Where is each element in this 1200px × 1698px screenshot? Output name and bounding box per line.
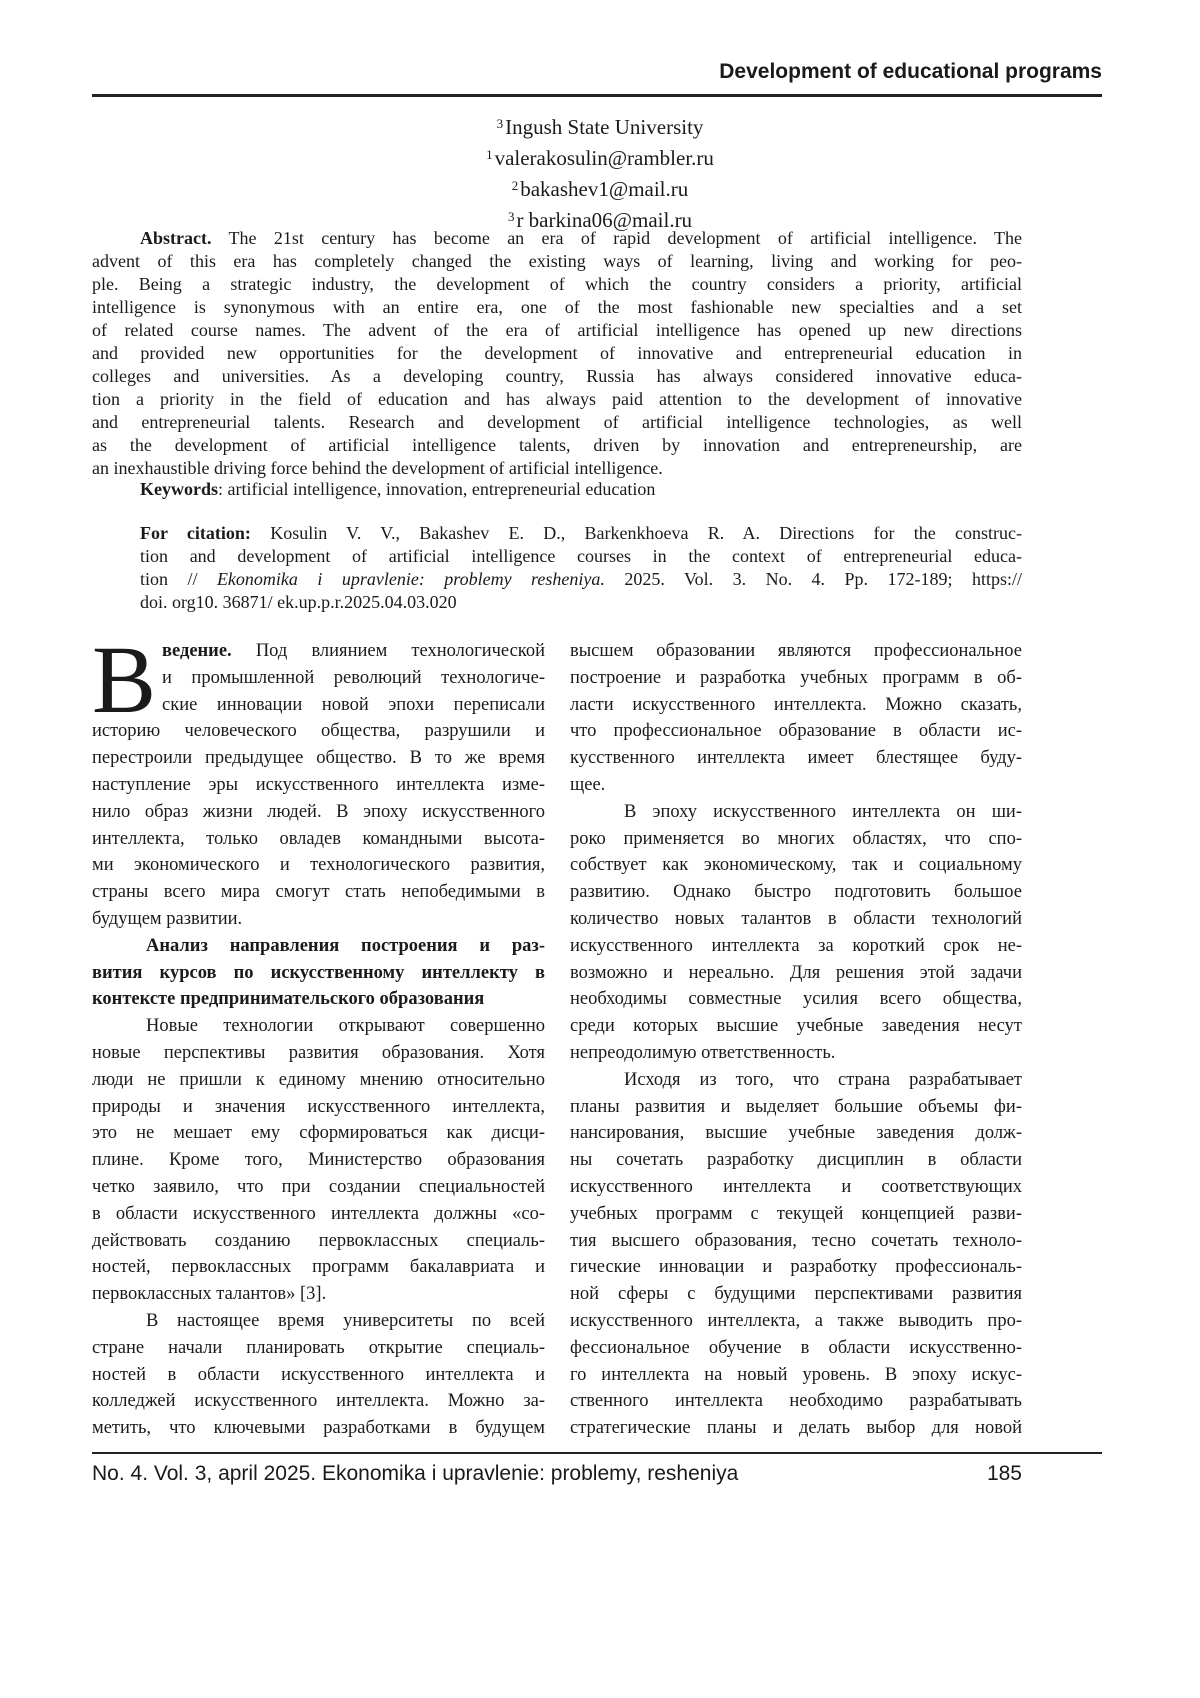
body-text: искусственного интеллекта за короткий срок не- — [570, 936, 1022, 956]
body-text: непреодолимую ответственность. — [570, 1043, 835, 1063]
body-text: стратегические планы и делать выбор для новой — [570, 1418, 1022, 1438]
body-line — [92, 1388, 545, 1415]
body-text: действовать созданию первоклассных специаль- — [92, 1231, 545, 1251]
body-line — [92, 1174, 545, 1201]
body-text: щее. — [570, 775, 605, 795]
body-line — [570, 1281, 1022, 1308]
body-text: что профессиональное образование в области ис- — [570, 721, 1022, 741]
body-text: ной сферы с будущими перспективами развития — [570, 1284, 1022, 1304]
body-text: ны сочетать разработку дисциплин в области — [570, 1150, 1022, 1170]
body-line — [92, 745, 545, 772]
abstract — [92, 227, 1022, 480]
body-text: и промышленной революций технологиче- — [162, 668, 545, 688]
body-text: перестроили предыдущее общество. В то же время — [92, 748, 545, 768]
body-text: ностей в области искусственного интеллекта и — [92, 1365, 545, 1385]
page-number: 185 — [987, 1462, 1022, 1486]
body-text: контексте предпринимательского образования — [92, 989, 484, 1009]
body-line — [92, 1228, 545, 1255]
body-text: ми экономического и технологического развития, — [92, 855, 545, 875]
body-text: новые перспективы развития образования. Хотя — [92, 1043, 545, 1063]
body-line — [570, 1308, 1022, 1335]
email-line — [0, 141, 1200, 172]
body-text: кусственного интеллекта имеет блестящее буду- — [570, 748, 1022, 768]
body-text: ские инновации новой эпохи переписали — [162, 695, 545, 715]
intro-lead: ведение. — [162, 641, 232, 661]
body-line — [570, 1388, 1022, 1415]
body-text: интеллекта, только овладев командными высота- — [92, 829, 545, 849]
citation-text: 2025. Vol. 3. No. 4. Pp. 172-189; https:// — [605, 569, 1022, 589]
body-line — [570, 1120, 1022, 1147]
abstract-text: colleges and universities. As a developing country, Russia has always considered innovative educa- — [92, 366, 1022, 386]
abstract-line — [92, 411, 1022, 434]
abstract-text: as the development of artificial intelligence talents, driven by innovation and entrepreneurship, are — [92, 435, 1022, 455]
affiliations — [0, 110, 1200, 234]
body-line — [92, 772, 545, 799]
body-text: высшем образовании являются профессиональное — [570, 641, 1022, 661]
body-line — [92, 852, 545, 879]
abstract-line — [92, 434, 1022, 457]
body-line — [570, 906, 1022, 933]
body-line — [570, 826, 1022, 853]
body-line — [570, 1094, 1022, 1121]
footnote-marker: 3 — [497, 116, 504, 131]
abstract-line — [92, 296, 1022, 319]
body-text: искусственного интеллекта и соответствующих — [570, 1177, 1022, 1197]
keywords — [140, 478, 1022, 501]
body-line — [92, 1040, 545, 1067]
abstract-line — [92, 319, 1022, 342]
body-line — [92, 1308, 545, 1335]
body-text: Исходя из того, что страна разрабатывает — [624, 1070, 1022, 1090]
body-text: природы и значения искусственного интеллекта, — [92, 1097, 545, 1117]
body-text: метить, что ключевыми разработками в будущем — [92, 1418, 545, 1438]
body-line — [570, 852, 1022, 879]
body-line — [570, 1415, 1022, 1442]
body-line — [570, 1362, 1022, 1389]
body-line — [570, 638, 1022, 665]
section-heading-line — [92, 986, 545, 1013]
body-text: люди не пришли к единому мнению относительно — [92, 1070, 545, 1090]
body-text: первоклассных талантов» [3]. — [92, 1284, 326, 1304]
body-text: В эпоху искусственного интеллекта он ши- — [624, 802, 1022, 822]
body-text: страны всего мира смогут стать непобедимыми в — [92, 882, 545, 902]
body-text: это не мешает ему сформироваться как дисци- — [92, 1123, 545, 1143]
body-line — [570, 718, 1022, 745]
body-line — [570, 745, 1022, 772]
body-text: среди которых высшие учебные заведения несут — [570, 1016, 1022, 1036]
email-link[interactable]: valerakosulin@rambler.ru — [495, 146, 714, 170]
body-line — [92, 1415, 545, 1442]
body-line — [92, 879, 545, 906]
body-text: нансирования, высшие учебные заведения долж- — [570, 1123, 1022, 1143]
body-column-right — [570, 638, 1022, 1442]
body-line — [92, 1120, 545, 1147]
body-text: тия высшего образования, тесно сочетать техноло- — [570, 1231, 1022, 1251]
body-text: четко заявило, что при создании специальностей — [92, 1177, 545, 1197]
abstract-text: The 21st century has become an era of rapid development of artificial intelligence. The — [229, 228, 1022, 248]
body-text: колледжей искусственного интеллекта. Можно за- — [92, 1391, 545, 1411]
footnote-marker: 2 — [512, 178, 519, 193]
body-line — [92, 638, 545, 665]
body-text: собствует как экономическому, так и социальному — [570, 855, 1022, 875]
body-text: в области искусственного интеллекта должны «со- — [92, 1204, 545, 1224]
body-text: роко применяется во многих областях, что спо- — [570, 829, 1022, 849]
body-line — [570, 933, 1022, 960]
body-line — [570, 1335, 1022, 1362]
body-line — [92, 1362, 545, 1389]
body-text: плине. Кроме того, Министерство образования — [92, 1150, 545, 1170]
body-text: построение и разработка учебных программ в об- — [570, 668, 1022, 688]
body-text: необходимы совместные усилия всего общества, — [570, 989, 1022, 1009]
body-text: ственного интеллекта необходимо разрабатывать — [570, 1391, 1022, 1411]
affiliation-text: Ingush State University — [505, 115, 703, 139]
abstract-line — [92, 457, 1022, 480]
doi-link[interactable]: doi. org10. 36871/ ek.up.p.r.2025.04.03.020 — [140, 591, 1022, 614]
abstract-text: intelligence is synonymous with an entire era, one of the most fashionable new specialties and a set — [92, 297, 1022, 317]
body-line — [92, 1281, 545, 1308]
body-line — [92, 1013, 545, 1040]
section-heading-line — [92, 960, 545, 987]
body-column-left — [92, 638, 545, 1442]
citation-text: Kosulin V. V., Bakashev E. D., Barkenkhoeva R. A. Directions for the construc- — [270, 523, 1022, 543]
body-line — [92, 1067, 545, 1094]
body-text: стране начали планировать открытие специаль- — [92, 1338, 545, 1358]
running-header: Development of educational programs — [719, 60, 1102, 84]
body-line — [92, 692, 545, 719]
abstract-line — [92, 388, 1022, 411]
body-text: историю человеческого общества, разрушили и — [92, 721, 545, 741]
body-text: развитию. Однако быстро подготовить большое — [570, 882, 1022, 902]
body-line — [92, 826, 545, 853]
footer-rule — [92, 1452, 1102, 1454]
body-line — [92, 1335, 545, 1362]
body-text: наступление эры искусственного интеллекта изме- — [92, 775, 545, 795]
body-line — [570, 1013, 1022, 1040]
footnote-marker: 3 — [508, 209, 515, 224]
body-line — [92, 1147, 545, 1174]
body-line — [570, 960, 1022, 987]
body-text: фессиональное обучение в области искусственно- — [570, 1338, 1022, 1358]
affiliation-line — [0, 110, 1200, 141]
body-line — [570, 1228, 1022, 1255]
body-text: В настоящее время университеты по всей — [146, 1311, 545, 1331]
body-line — [570, 879, 1022, 906]
citation-label: For citation: — [140, 523, 251, 543]
body-line — [570, 799, 1022, 826]
citation-text: tion // — [140, 569, 217, 589]
body-line — [570, 692, 1022, 719]
body-line — [92, 1094, 545, 1121]
footer-journal: No. 4. Vol. 3, april 2025. Ekonomika i upravlenie: problemy, resheniya — [92, 1462, 738, 1486]
body-text: ностей, первоклассных программ бакалавриата и — [92, 1257, 545, 1277]
abstract-text: advent of this era has completely changed the existing ways of learning, living and working for peo- — [92, 251, 1022, 271]
footnote-marker: 1 — [486, 147, 493, 162]
body-line — [92, 718, 545, 745]
body-text: количество новых талантов в области технологий — [570, 909, 1022, 929]
body-text: нило образ жизни людей. В эпоху искусственного — [92, 802, 545, 822]
citation — [140, 522, 1022, 614]
body-text: гические инновации и разработку профессиональ- — [570, 1257, 1022, 1277]
email-link[interactable]: r barkina06@mail.ru — [516, 208, 692, 232]
body-line — [570, 1067, 1022, 1094]
body-line — [570, 986, 1022, 1013]
abstract-label: Abstract. — [140, 228, 211, 248]
body-text: искусственного интеллекта, а также выводить про- — [570, 1311, 1022, 1331]
abstract-text: and entrepreneurial talents. Research and development of artificial intelligence technologies, as well — [92, 412, 1022, 432]
body-text: планы развития и выделяет большие объемы фи- — [570, 1097, 1022, 1117]
body-line — [570, 772, 1022, 799]
body-line — [570, 1174, 1022, 1201]
citation-text: tion and development of artificial intelligence courses in the context of entrepreneurial educa- — [140, 545, 1022, 568]
abstract-line — [92, 273, 1022, 296]
body-text: возможно и нереально. Для решения этой задачи — [570, 963, 1022, 983]
drop-cap: В — [92, 640, 156, 720]
abstract-line — [92, 227, 1022, 250]
keywords-label: Keywords — [140, 479, 218, 499]
journal-name: Ekonomika i upravlenie: problemy resheniya. — [217, 569, 605, 589]
abstract-text: tion a priority in the field of education and has always paid attention to the development of innovative — [92, 389, 1022, 409]
body-text: Анализ направления построения и раз- — [146, 936, 545, 956]
body-text: будущем развитии. — [92, 909, 242, 929]
body-text: вития курсов по искусственному интеллекту в — [92, 963, 545, 983]
body-line — [92, 799, 545, 826]
body-line — [570, 1147, 1022, 1174]
abstract-text: of related course names. The advent of the era of artificial intelligence has opened up new directions — [92, 320, 1022, 340]
body-text: Новые технологии открывают совершенно — [146, 1016, 545, 1036]
body-line — [570, 665, 1022, 692]
body-line — [92, 1254, 545, 1281]
body-text: го интеллекта на новый уровень. В эпоху искус- — [570, 1365, 1022, 1385]
abstract-line — [92, 342, 1022, 365]
body-line — [570, 1040, 1022, 1067]
abstract-text: an inexhaustible driving force behind the development of artificial intelligence. — [92, 458, 663, 478]
body-text: Под влиянием технологической — [232, 641, 545, 661]
body-text: ласти искусственного интеллекта. Можно сказать, — [570, 695, 1022, 715]
abstract-text: and provided new opportunities for the development of innovative and entrepreneurial education in — [92, 343, 1022, 363]
abstract-line — [92, 250, 1022, 273]
email-link[interactable]: bakashev1@mail.ru — [520, 177, 688, 201]
abstract-line — [92, 365, 1022, 388]
abstract-text: ple. Being a strategic industry, the development of which the country considers a priority, artificial — [92, 274, 1022, 294]
body-line — [92, 906, 545, 933]
keywords-text: : artificial intelligence, innovation, entrepreneurial education — [218, 479, 655, 499]
body-text: учебных программ с текущей концепцией разви- — [570, 1204, 1022, 1224]
section-heading-line — [92, 933, 545, 960]
header-rule — [92, 94, 1102, 97]
body-line — [92, 1201, 545, 1228]
body-line — [92, 665, 545, 692]
body-line — [570, 1201, 1022, 1228]
body-line — [570, 1254, 1022, 1281]
email-line — [0, 172, 1200, 203]
